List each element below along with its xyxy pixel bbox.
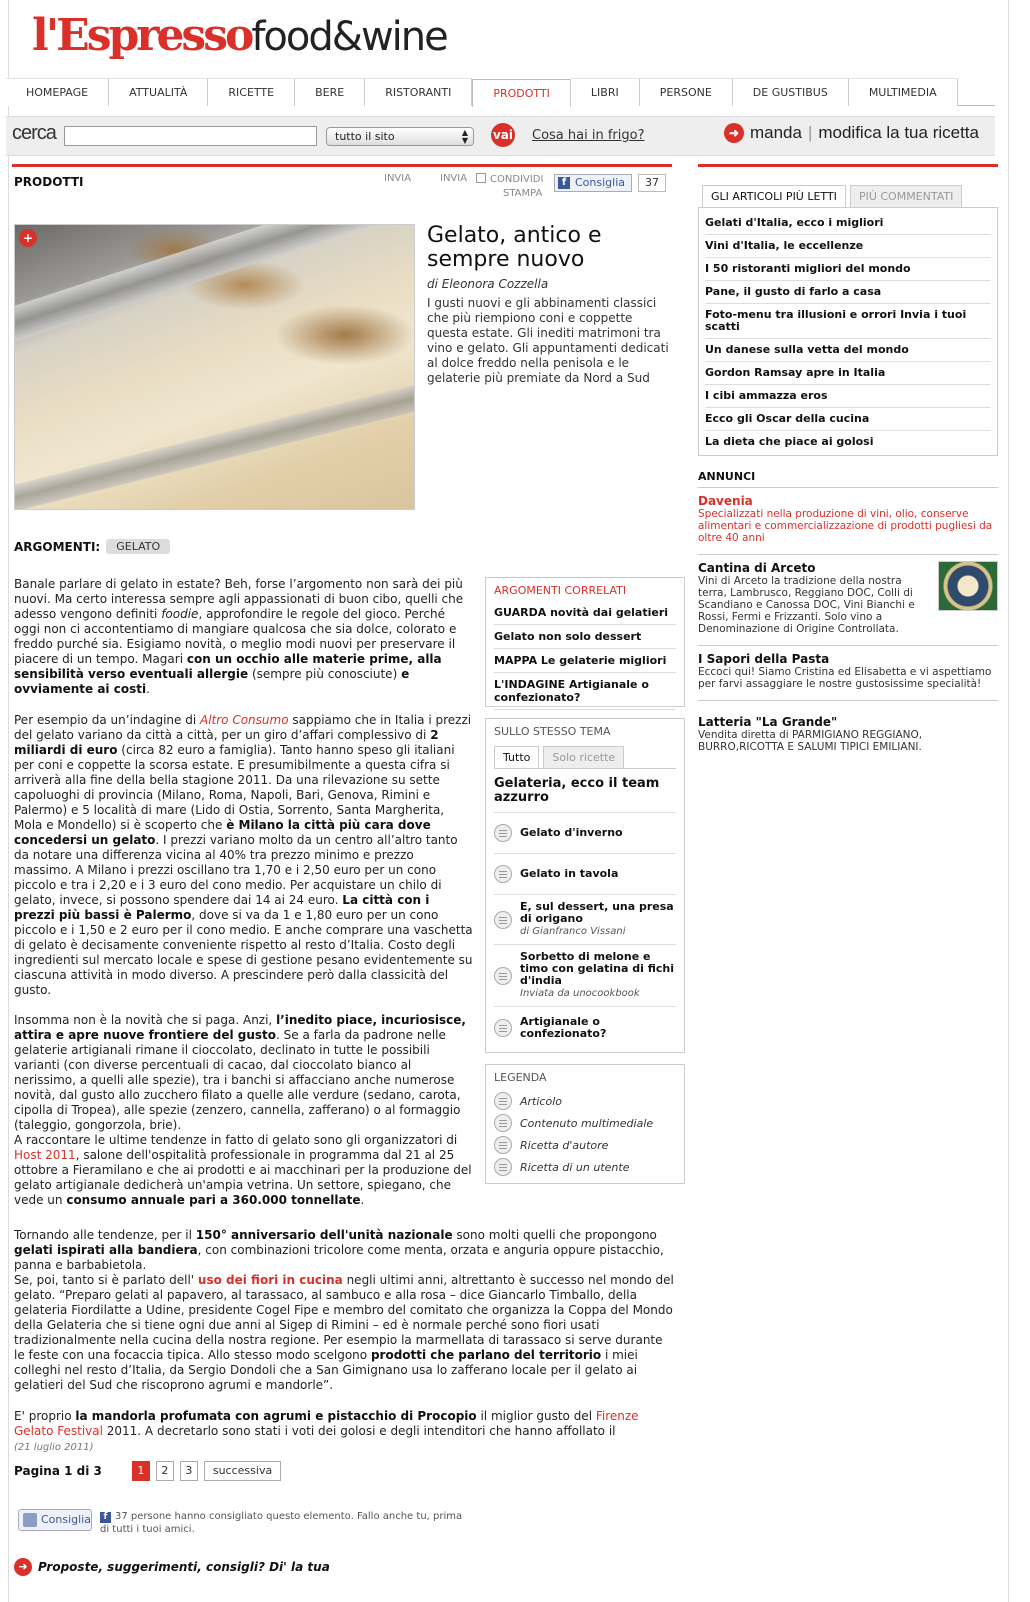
invia-link-2[interactable]: INVIA xyxy=(440,173,468,184)
most-read-item[interactable]: Un danese sulla vetta del mondo xyxy=(705,339,991,362)
facebook-like-count: 37 xyxy=(638,174,666,192)
paragraph-5 xyxy=(14,1409,674,1455)
arrow-right-icon: ➜ xyxy=(14,1558,32,1576)
legend-item xyxy=(494,1136,676,1154)
zoom-icon[interactable]: + xyxy=(19,229,37,247)
ad-logo-image xyxy=(938,561,998,611)
same-topic-item[interactable] xyxy=(494,895,676,945)
facebook-icon: f xyxy=(558,177,570,189)
related-item[interactable]: Gelato non solo dessert xyxy=(494,625,676,649)
text: . xyxy=(146,682,150,696)
text: Se, poi, tanto si è parlato dell' xyxy=(14,1273,198,1287)
most-read-item[interactable]: La dieta che piace ai golosi xyxy=(705,435,874,448)
text: , salone dell'ospitalità professionale in programma dal 21 al 25 ottobre a Fieramilano e che ai prodotti e ai macchinari per la produzione del gelato artigianale dedicherà un'ampia vetrina. Un settore, spiegano, che vede un xyxy=(14,1148,472,1207)
invia-link-1[interactable]: INVIA xyxy=(384,173,412,184)
paragraph-4 xyxy=(14,1228,674,1393)
topic-tag[interactable]: GELATO xyxy=(106,539,170,554)
share-icon xyxy=(476,173,486,183)
gelato-festival-link[interactable]: Firenze Gelato Festival xyxy=(14,1409,639,1438)
text: A raccontare le ultime tendenze in fatto di gelato sono gli organizzatori di xyxy=(14,1133,458,1147)
fb-like-label: Consiglia xyxy=(41,1513,92,1526)
legend-item xyxy=(494,1158,676,1176)
item-subtitle: Inviata da unocookbook xyxy=(520,988,640,999)
item-title: Sorbetto di melone e timo con gelatina di fichi d'india xyxy=(520,950,675,987)
image-detail xyxy=(14,368,415,510)
article-icon xyxy=(494,824,512,842)
related-item[interactable]: MAPPA Le gelaterie migliori xyxy=(494,649,676,673)
text: i miei colleghi nel resto d’Italia, da Sergio Dondoli che a San Gimignano usa lo zafferano locale per il gelato ai gelatieri del Sud che riscoprono agrumi e mandorle”. xyxy=(14,1348,638,1392)
text: il miglior gusto del xyxy=(476,1409,596,1423)
feedback-label: Proposte, suggerimenti, consigli? Di' la tua xyxy=(38,1560,330,1574)
same-topic-item[interactable] xyxy=(494,854,676,895)
user-icon xyxy=(494,1158,512,1176)
ad-title: Cantina di Arceto xyxy=(698,561,816,575)
ad-item[interactable] xyxy=(698,709,998,763)
same-topic-lead[interactable]: Gelateria, ecco il team azzurro xyxy=(494,769,676,813)
item-title: Gelato in tavola xyxy=(520,867,619,880)
select-arrows-icon: ▲ ▼ xyxy=(461,128,468,145)
text: , approfondire le regole del gioco. Perché oggi non ci accontentiamo di mangiare qualcosa che sia dolce, colorato e freddo purché sia. Esigiamo novità, o meglio modi nuovi per preservare il piacere di un tempo. Magari xyxy=(14,607,457,666)
nav-ricette[interactable]: RICETTE xyxy=(208,78,295,106)
item-title: Artigianale o confezionato? xyxy=(520,1014,607,1040)
condividi-label: CONDIVIDI xyxy=(490,174,544,185)
send-recipe-link[interactable] xyxy=(724,123,979,143)
article-title: Gelato, antico e sempre nuovo xyxy=(427,223,602,272)
article-icon xyxy=(494,1019,512,1037)
nav-ristoranti[interactable]: RISTORANTI xyxy=(365,78,472,106)
ad-layout xyxy=(698,561,998,635)
legend-item xyxy=(494,1114,676,1132)
legend-box xyxy=(485,1064,685,1184)
facebook-like-button[interactable] xyxy=(554,174,632,192)
ad-copy xyxy=(698,561,932,635)
legend-title: LEGENDA xyxy=(494,1071,547,1084)
paragraph-3 xyxy=(14,1013,474,1208)
ad-text: Vini di Arceto la tradizione della nostra terra, Lambrusco, Reggiano DOC, Colli di Scandiano e Canossa DOC, Vini Bianchi e Rossi, Fermi e Frizzanti. Solo vino a Denominazione di Origine Controllata. xyxy=(698,575,915,635)
text-bold: 2 miliardi di euro xyxy=(14,728,439,757)
most-read-item[interactable]: I 50 ristoranti migliori del mondo xyxy=(705,258,991,281)
send-label: manda xyxy=(749,123,802,142)
article-icon xyxy=(494,1092,512,1110)
text: sappiamo che in Italia i prezzi del gelato variano da città a città, per un giro d’affari complessivo di xyxy=(14,713,472,742)
search-scope-value: tutto il sito xyxy=(335,130,395,143)
section-title: PRODOTTI xyxy=(14,175,84,189)
main-nav xyxy=(6,78,995,106)
ad-title: Davenia xyxy=(698,494,753,508)
same-topic-item[interactable] xyxy=(494,813,676,854)
same-topic-item[interactable] xyxy=(494,945,676,1007)
most-read-item[interactable]: Gelati d'Italia, ecco i migliori xyxy=(705,212,991,235)
article-abstract: I gusti nuovi e gli abbinamenti classici che più riempiono coni e coppette questa estate. Gli inediti matrimoni tra vino e gelato. Gli appuntamenti dedicati al dolce freddo nella penisola e le gelaterie più premiate da Nord a Sud xyxy=(427,296,669,385)
related-topics-box xyxy=(485,577,685,707)
same-topic-tabs xyxy=(494,746,676,769)
facebook-like-text xyxy=(100,1510,470,1536)
topics-label: ARGOMENTI: xyxy=(14,539,101,554)
nav-persone[interactable]: PERSONE xyxy=(640,78,733,106)
tab-most-commented[interactable]: PIÙ COMMENTATI xyxy=(850,185,962,207)
legend-label: Contenuto multimediale xyxy=(520,1116,654,1130)
same-topic-box xyxy=(485,718,685,1053)
most-read-item[interactable]: Gordon Ramsay apre in Italia xyxy=(705,362,991,385)
search-label: cerca xyxy=(12,122,56,144)
text-bold: gelati ispirati alla bandiera xyxy=(14,1243,198,1257)
fb-like-sentence: 37 persone hanno consigliato questo elemento. Fallo anche tu, prima di tutti i tuoi amici. xyxy=(100,1511,463,1535)
logo-section: food&wine xyxy=(251,14,447,60)
page-2-button[interactable]: 2 xyxy=(156,1461,174,1481)
next-page-button[interactable]: successiva xyxy=(204,1461,281,1481)
search-scope-select[interactable] xyxy=(326,127,474,146)
text-bold: l’inedito piace, incuriosisce, attira e apre nuove frontiere del gusto xyxy=(14,1013,466,1042)
search-go-button[interactable]: vai xyxy=(491,123,515,147)
most-read-item[interactable]: I cibi ammazza eros xyxy=(705,385,991,408)
arrow-right-icon: ➜ xyxy=(724,123,744,143)
topics xyxy=(14,539,170,554)
pagination-label: Pagina 1 di 3 xyxy=(14,1464,102,1478)
most-read-list xyxy=(698,208,998,456)
tab-most-read[interactable]: GLI ARTICOLI PIÙ LETTI xyxy=(702,185,846,207)
text-bold: e ovviamente ai costi xyxy=(14,667,410,696)
text-italic: foodie xyxy=(161,607,199,621)
most-read-item[interactable]: Pane, il gusto di farlo a casa xyxy=(705,281,991,304)
text: E' proprio xyxy=(14,1409,76,1423)
text-bold: 150° anniversario dell'unità nazionale xyxy=(195,1228,453,1242)
thumbs-up-icon xyxy=(23,1513,37,1527)
text: (sempre più conosciute) xyxy=(248,667,402,681)
ad-title: Latteria "La Grande" xyxy=(698,715,838,729)
logo-brand: l'Espresso xyxy=(32,10,252,61)
feedback-link[interactable] xyxy=(14,1558,330,1576)
related-item[interactable]: GUARDA novità dai gelatieri xyxy=(494,601,676,625)
ad-item[interactable] xyxy=(698,488,998,555)
text: . Se a farla da padrone nelle gelaterie artigianali rimane il cioccolato, declinato in tutte le possibili varianti (con diverse percentuali di cacao, dal cioccolato bianco al nerissimo, a quelli alle spezie), tra i banchi si affacciano anche numerose novità, dal gusto allo zucchero filato a quelle alle verdure (sedano, carota, cipolla di Tropea), alle spezie (zenzero, cannella, zafferano) o al formaggio (taleggio, gongorzola, brie). xyxy=(14,1028,461,1132)
ad-text: Specializzati nella produzione di vini, olio, conserve alimentari e commercializzazione di prodotti pugliesi da oltre 40 anni xyxy=(698,508,993,544)
legend-item xyxy=(494,1092,676,1110)
text: . xyxy=(360,1193,365,1207)
chef-hat-icon xyxy=(494,911,512,929)
most-read-item[interactable]: Foto-menu tra illusioni e orrori Invia i tuoi scatti xyxy=(705,304,991,339)
site-logo[interactable] xyxy=(32,12,447,62)
paragraph-2 xyxy=(14,713,474,998)
altro-consumo-link[interactable]: Altro Consumo xyxy=(200,713,289,727)
facebook-icon: f xyxy=(100,1512,111,1523)
facebook-like-button-bottom[interactable] xyxy=(18,1509,92,1531)
same-topic-title: SULLO STESSO TEMA xyxy=(494,725,611,738)
image-detail xyxy=(14,224,415,349)
nav-homepage[interactable]: HOMEPAGE xyxy=(6,78,109,106)
text-bold: con un occhio alle materie prime, alla sensibilità verso eventuali allergie xyxy=(14,652,442,681)
tab-solo-ricette[interactable]: Solo ricette xyxy=(543,746,624,768)
nav-bere[interactable]: BERE xyxy=(295,78,365,106)
most-read-item[interactable]: Vini d'Italia, le eccellenze xyxy=(705,235,991,258)
text: negli ultimi anni, altrettanto è successo nel mondo del gelato. “Preparo gelati al papavero, al tarassaco, al sambuco e alla rosa – dice Giancarlo Timballo, della gelateria Fiordilatte a Udine, presidente Cogel Fipe e membro del comitato che organizza la Coppa del Mondo della Gelateria che si tiene ogni due anni al Sigep di Rimini – ed è normale perché sono fiori usati tradizionalmente nella cucina della nostra regione. Per esempio la marmellata di tarassaco si serve durante le feste con una focaccia tipica. Allo stesso modo scelgono xyxy=(14,1273,674,1362)
nav-multimedia[interactable]: MULTIMEDIA xyxy=(849,78,958,106)
search-bar xyxy=(6,116,995,156)
page-1-button[interactable]: 1 xyxy=(132,1461,150,1481)
text: 2011. A decretarlo sono stati i voti dei golosi e degli intenditori che hanno affollato il xyxy=(102,1424,616,1438)
article-icon xyxy=(494,865,512,883)
article-author: di Eleonora Cozzella xyxy=(427,277,549,291)
item-title: Gelato d'inverno xyxy=(520,826,623,839)
article-image[interactable] xyxy=(14,224,415,510)
condividi-link[interactable] xyxy=(476,173,543,185)
text: Per esempio da un’indagine di xyxy=(14,713,200,727)
paragraph-1 xyxy=(14,577,474,697)
ad-item[interactable] xyxy=(698,555,998,646)
text: Insomma non è la novità che si paga. Anzi, xyxy=(14,1013,277,1027)
text: sono molti quelli che propongono xyxy=(452,1228,657,1242)
text-bold: consumo annuale pari a 360.000 tonnellate xyxy=(66,1193,361,1207)
text: Tornando alle tendenze, per il xyxy=(14,1228,196,1242)
edit-label: modifica la tua ricetta xyxy=(818,123,979,142)
popular-tabs xyxy=(698,185,998,208)
ad-item[interactable] xyxy=(698,646,998,701)
article-date: (21 luglio 2011) xyxy=(14,1442,94,1453)
nav-prodotti[interactable]: PRODOTTI xyxy=(472,79,571,107)
right-sidebar xyxy=(698,164,998,763)
legend-label: Ricetta di un utente xyxy=(520,1160,630,1174)
text-bold: è Milano la città più cara dove concedersi un gelato xyxy=(14,818,431,847)
text: Banale parlare di gelato in estate? Beh, forse l’argomento non sarà dei più nuovi. Ma certo interessa sempre agli appassionati di buon cibo, quelli che adesso vengono definiti xyxy=(14,577,464,621)
text-bold: la mandorla profumata con agrumi e pistacchio di Procopio xyxy=(75,1409,477,1423)
search-input[interactable] xyxy=(64,126,317,146)
item-title: E, sul dessert, una presa di origano xyxy=(520,900,674,925)
stampa-link[interactable]: STAMPA xyxy=(503,188,543,199)
text-bold: La città con i prezzi più bassi è Palermo xyxy=(14,893,430,922)
legend-label: Ricetta d'autore xyxy=(520,1138,609,1152)
text-bold: prodotti che parlano del territorio xyxy=(370,1348,602,1362)
related-item[interactable]: L'INDAGINE Artigianale o confezionato? xyxy=(494,673,676,710)
tab-tutto[interactable]: Tutto xyxy=(494,746,539,768)
fridge-link[interactable]: Cosa hai in frigo? xyxy=(532,128,645,143)
text: . I prezzi variano molto da un centro all’altro tanto da notare una differenza vicina al 40% tra prezzo minimo e prezzo massimo. A Milano i prezzi oscillano tra 1,70 e i 2,50 euro per un cono piccolo e tra i 2,20 e i 3 euro del cono medio. Per acquistare un chilo di gelato, invece, si possono spendere dai 14 ai 24 euro. xyxy=(14,833,458,907)
pagination xyxy=(14,1461,287,1481)
ad-text: Vendita diretta di PARMIGIANO REGGIANO, BURRO,RICOTTA E SALUMI TIPICI EMILIANI. xyxy=(698,729,923,753)
most-read-item[interactable]: Ecco gli Oscar della cucina xyxy=(705,408,991,431)
chef-hat-icon xyxy=(494,1136,512,1154)
host-2011-link[interactable]: Host 2011 xyxy=(14,1148,76,1162)
user-icon xyxy=(494,967,512,985)
text: , con combinazioni tricolore come menta, orzata e anguria oppure pistacchio, panna e barbabietola. xyxy=(14,1243,664,1272)
section-header xyxy=(12,164,672,210)
legend-label: Articolo xyxy=(520,1094,562,1108)
text: , dove si va da 1 e 1,80 euro per un cono piccolo e i 1,50 e 2 euro per il cono medio. E anche comprare una vaschetta di gelato è decisamente conveniente rispetto al resto d’Italia. Costo degli ingredienti sul mercato locale e spese di gestione pesano evidentemente su ciascuna attività in modo diverso. A prescindere però dalla classicità del gusto. xyxy=(14,908,473,997)
page-3-button[interactable]: 3 xyxy=(180,1461,198,1481)
item-subtitle: di Gianfranco Vissani xyxy=(520,926,626,937)
multimedia-icon xyxy=(494,1114,512,1132)
ads-title: ANNUNCI xyxy=(698,470,998,488)
text: (circa 82 euro a famiglia). Tanto hanno speso gli italiani per coni e coppette la scorsa estate. E presumibilmente a questa cifra si arriverà alla fine della bella stagione 2011. Da una rilevazione su sette capoluoghi di provincia (Milano, Roma, Napoli, Bari, Genova, Rimini e Palermo) e 5 località di mare (Lido di Ostia, Sorrento, Santa Margherita, Mola e Mondello) si è scoperto che xyxy=(14,743,455,832)
fb-like-label: Consiglia xyxy=(575,176,626,189)
fiori-link[interactable]: uso dei fiori in cucina xyxy=(197,1273,343,1287)
ad-title: I Sapori della Pasta xyxy=(698,652,830,666)
nav-attualita[interactable]: ATTUALITÀ xyxy=(109,78,208,106)
related-topics-title: ARGOMENTI CORRELATI xyxy=(494,584,627,597)
separator: | xyxy=(807,123,813,142)
same-topic-item[interactable] xyxy=(494,1007,676,1048)
nav-libri[interactable]: LIBRI xyxy=(571,78,640,106)
nav-de-gustibus[interactable]: DE GUSTIBUS xyxy=(733,78,849,106)
ad-text: Eccoci qui! Siamo Cristina ed Elisabetta e vi aspettiamo per farvi assaggiare le nostre gustosissime specialità! xyxy=(698,666,992,690)
